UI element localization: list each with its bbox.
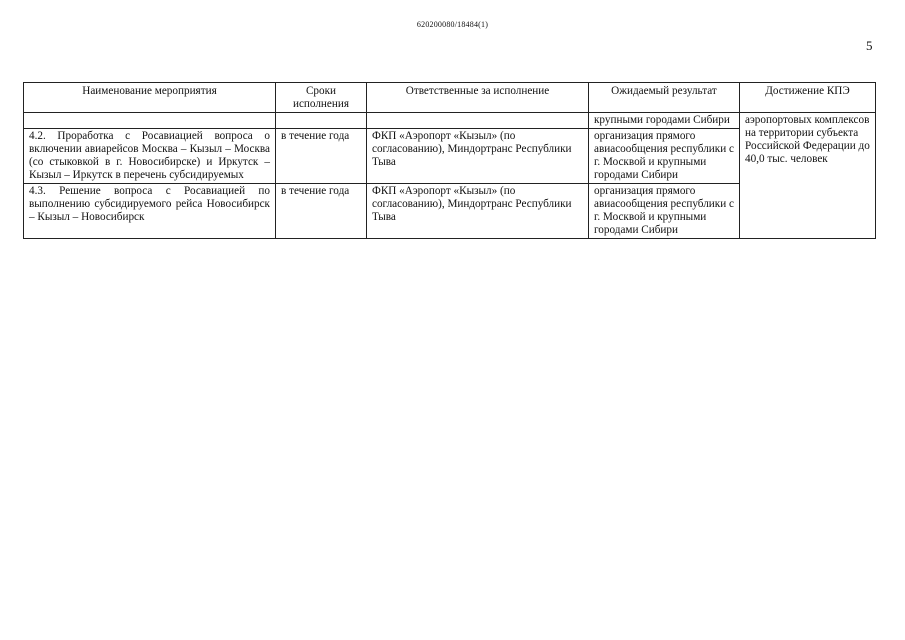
- cell-responsible: ФКП «Аэропорт «Кызыл» (по согласованию), Миндортранс Республики Тыва: [367, 129, 589, 184]
- cell-responsible-empty: [367, 113, 589, 129]
- cell-name: 4.2. Проработка с Росавиацией вопроса о включении авиарейсов Москва – Кызыл – Москва (со стыковкой в г. Новосибирске) и Иркутск – Кызыл – Иркутск в перечень субсидируемых: [24, 129, 276, 184]
- cell-result: организация прямого авиасообщения республики с г. Москвой и крупными городами Сибири: [589, 184, 740, 239]
- measures-table: [23, 82, 876, 239]
- table-row-continuation: [24, 113, 876, 129]
- cell-name: 4.3. Решение вопроса с Росавиацией по выполнению субсидируемого рейса Новосибирск – Кызыл – Новосибирск: [24, 184, 276, 239]
- document-id: 620200080/18484(1): [416, 20, 489, 29]
- header-deadline: Сроки исполнения: [276, 83, 367, 113]
- header-result: Ожидаемый результат: [589, 83, 740, 113]
- header-responsible: Ответственные за исполнение: [367, 83, 589, 113]
- table-header-row: [24, 83, 876, 113]
- page-number: 5: [866, 38, 873, 53]
- cell-result: крупными городами Сибири: [589, 113, 740, 129]
- header-name: Наименование мероприятия: [24, 83, 276, 113]
- header-kpi: Достижение КПЭ: [740, 83, 876, 113]
- cell-deadline: в течение года: [276, 129, 367, 184]
- cell-name-empty: [24, 113, 276, 129]
- cell-deadline-empty: [276, 113, 367, 129]
- cell-result: организация прямого авиасообщения республики с г. Москвой и крупными городами Сибири: [589, 129, 740, 184]
- cell-deadline: в течение года: [276, 184, 367, 239]
- cell-kpi: аэропортовых комплексов на территории субъекта Российской Федерации до 40,0 тыс. человек: [740, 113, 876, 239]
- cell-responsible: ФКП «Аэропорт «Кызыл» (по согласованию), Миндортранс Республики Тыва: [367, 184, 589, 239]
